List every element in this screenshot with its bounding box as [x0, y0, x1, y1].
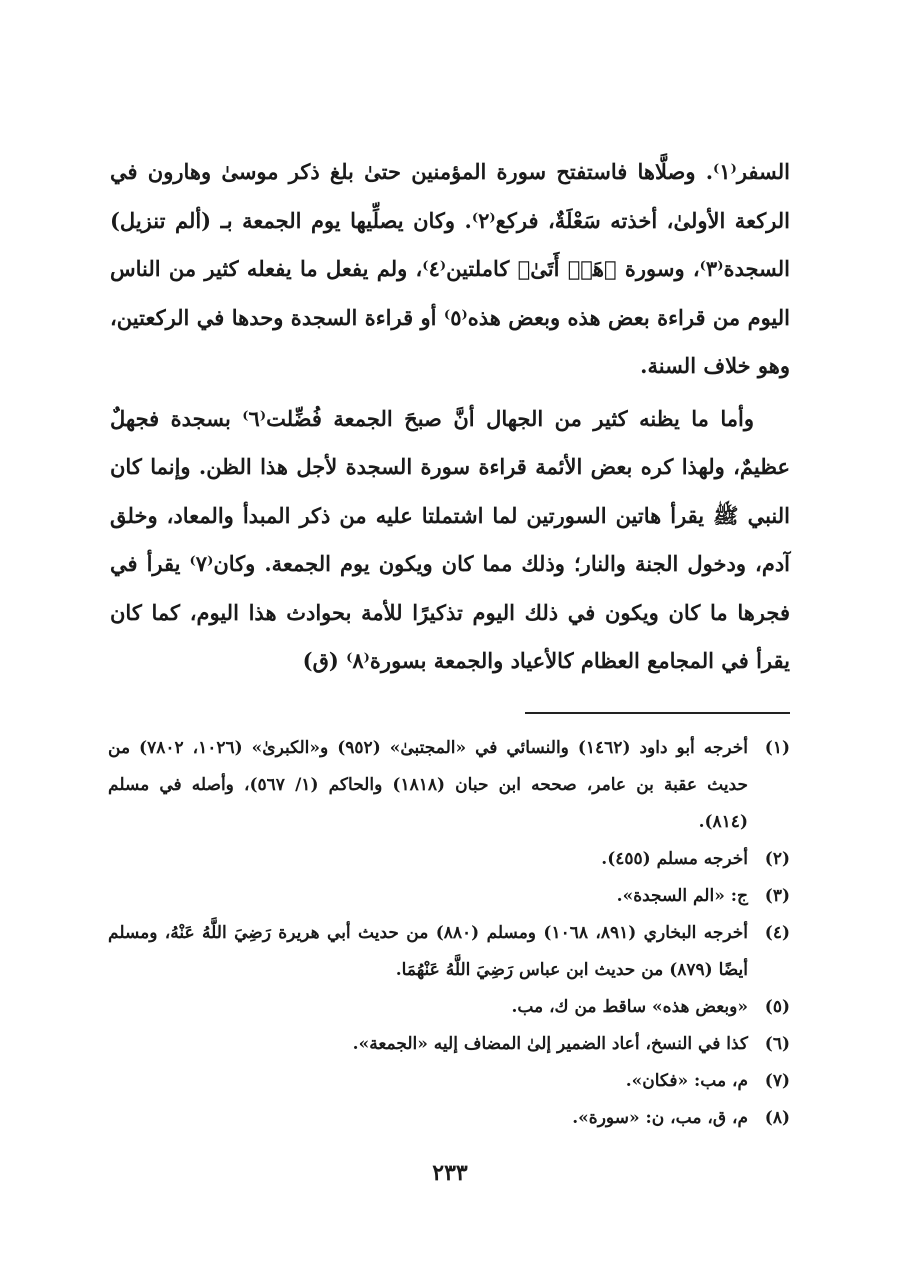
footnote-text: م، ق، مب، ن: «سورة».: [572, 1108, 748, 1128]
main-text: [110, 148, 790, 686]
footnote-2: [108, 841, 790, 878]
footnotes: [108, 730, 790, 1137]
footnote-7: [108, 1063, 790, 1100]
footnote-text: م، مب: «فكان».: [625, 1071, 748, 1091]
footnote-5: [108, 989, 790, 1026]
footnote-number: (٣): [764, 886, 790, 906]
footnote-number: (٥): [764, 997, 790, 1017]
footnote-8: [108, 1100, 790, 1137]
footnote-separator: [525, 712, 790, 714]
footnote-text: ج: «الم السجدة».: [616, 886, 748, 906]
footnote-number: (٧): [764, 1071, 790, 1091]
page-number: ٢٣٣: [432, 1160, 468, 1186]
paragraph-2: وأما ما يظنه كثير من الجهال أنَّ صبحَ الجمعة فُضِّلت⁽٦⁾ بسجدة فجهلٌ عظيمٌ، ولهذا كره بعض الأئمة قراءة سورة السجدة لأجل هذا الظن. وإنما كان النبي ﷺ يقرأ هاتين السورتين لما اشتملتا عليه من ذكر المبدأ والمعاد، وخلق آدم، ودخول الجنة والنار؛ وذلك مما كان ويكون يوم الجمعة. وكان⁽٧⁾ يقرأ في فجرها ما كان ويكون في ذلك اليوم تذكيرًا للأمة بحوادث هذا اليوم، كما كان يقرأ في المجامع العظام كالأعياد والجمعة بسورة⁽٨⁾ (ق): [110, 405, 791, 673]
footnote-text: أخرجه مسلم (٤٥٥).: [601, 849, 748, 869]
paragraph-1: السفر⁽١⁾. وصلَّاها فاستفتح سورة المؤمنين حتىٰ بلغ ذكر موسىٰ وهارون في الركعة الأولىٰ، أخذته سَعْلَةٌ، فركع⁽٢⁾. وكان يصلِّيها يوم الجمعة بـ (ألم تنزيل) السجدة⁽٣⁾، وسورة ﴿هَلۡ أَتَىٰ﴾ كاملتين⁽٤⁾، ولم يفعل ما يفعله كثير من الناس اليوم من قراءة بعض هذه وبعض هذه⁽٥⁾ أو قراءة السجدة وحدها في الركعتين، وهو خلاف السنة.: [110, 159, 791, 378]
footnote-number: (٨): [764, 1108, 790, 1128]
footnote-number: (٢): [764, 849, 790, 869]
footnote-number: (٤): [764, 923, 790, 943]
footnote-4: [108, 915, 790, 989]
footnote-3: [108, 878, 790, 915]
footnote-6: [108, 1026, 790, 1063]
footnote-text: أخرجه البخاري (٨٩١، ١٠٦٨) ومسلم (٨٨٠) من حديث أبي هريرة رَضِيَ اللَّهُ عَنْهُ، ومسلم أيضًا (٨٧٩) من حديث ابن عباس رَضِيَ اللَّهُ عَنْهُمَا.: [108, 923, 748, 980]
footnote-text: كذا في النسخ، أعاد الضمير إلىٰ المضاف إليه «الجمعة».: [352, 1034, 748, 1054]
footnote-1: [108, 730, 790, 841]
footnote-text: أخرجه أبو داود (١٤٦٢) والنسائي في «المجتبىٰ» (٩٥٢) و«الكبرىٰ» (١٠٢٦، ٧٨٠٢) من حديث عقبة بن عامر، صححه ابن حبان (١٨١٨) والحاكم (١/ ٥٦٧)، وأصله في مسلم (٨١٤).: [108, 738, 748, 832]
footnote-number: (٦): [764, 1034, 790, 1054]
footnote-number: (١): [764, 738, 790, 758]
footnote-text: «وبعض هذه» ساقط من ك، مب.: [511, 997, 748, 1017]
